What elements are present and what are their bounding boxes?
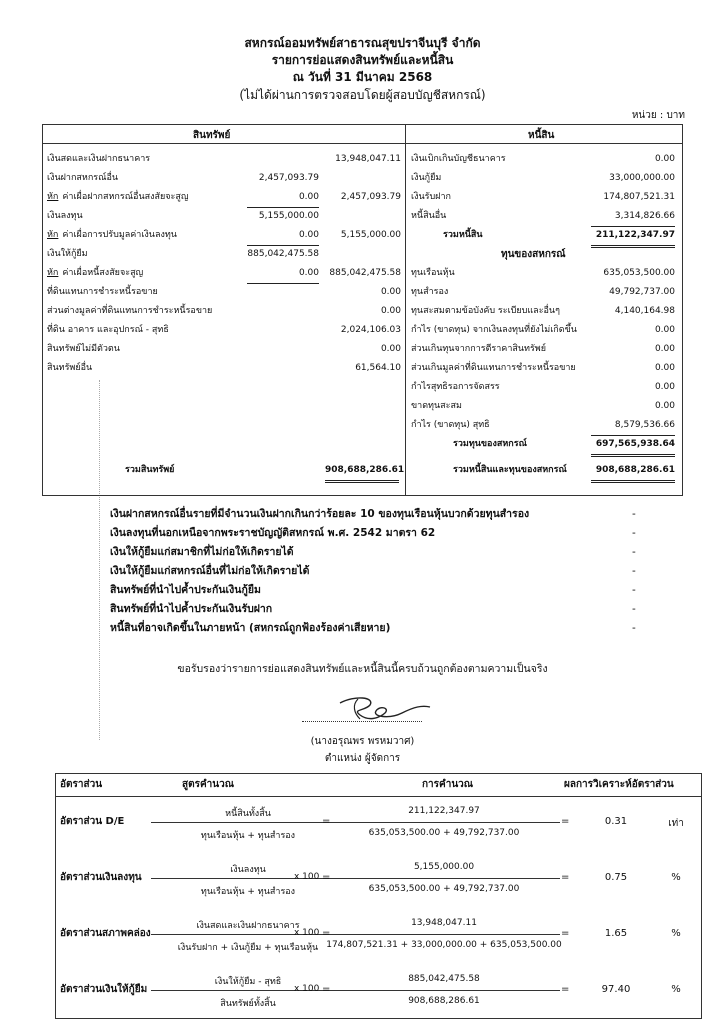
equity-row-label: ส่วนเกินมูลค่าที่ดินแทนการชำระหนี้รอขาย — [411, 363, 576, 373]
equity-row-label: ทุนสะสมตามข้อบังคับ ระเบียบและอื่นๆ — [411, 306, 560, 316]
ratio-unit: % — [671, 984, 681, 995]
asset-row-value: 13,948,047.11 — [335, 154, 401, 164]
equity-row-value: 8,579,536.66 — [591, 416, 675, 436]
calc-fraction-bar — [332, 990, 560, 991]
asset-row-value: 2,457,093.79 — [340, 192, 401, 202]
asset-row-label — [47, 359, 92, 378]
asset-row-subvalue: 0.00 — [247, 188, 319, 208]
liability-row-label: เงินกู้ยืม — [411, 173, 442, 183]
asset-row-prefix: หัก — [47, 268, 59, 278]
certification-text: ขอรับรองว่ารายการย่อแสดงสินทรัพย์และหนี้สินนี้ครบถ้วนถูกต้องตามความเป็นจริง — [177, 663, 548, 675]
note-item — [110, 619, 650, 638]
note-text: หนี้สินที่อาจเกิดขึ้นในภายหน้า (สหกรณ์ถูกฟ้องร้องค่าเสียหาย) — [110, 622, 391, 634]
formula-denominator: ทุนเรือนหุ้น + ทุนสำรอง — [200, 831, 296, 841]
formula-fraction-bar — [151, 822, 347, 823]
multiplier: x 100 — [294, 984, 320, 994]
signature-line — [302, 721, 422, 722]
total-liabilities-value: 211,122,347.97 — [591, 226, 675, 248]
equity-row-value: 0.00 — [654, 382, 675, 392]
liability-row-label: เงินรับฝาก — [411, 192, 451, 202]
note-text: สินทรัพย์ที่นำไปค้ำประกันเงินกู้ยืม — [110, 584, 261, 596]
asset-row — [47, 340, 403, 359]
asset-row-value: 5,155,000.00 — [340, 230, 401, 240]
asset-row-subvalue: 5,155,000.00 — [258, 211, 319, 221]
total-assets-value: 908,688,286.61 — [325, 461, 399, 483]
asset-row — [47, 150, 403, 169]
grand-total-label: รวมหนี้สินและทุนของสหกรณ์ — [453, 465, 567, 475]
ratio-name: อัตราส่วน D/E — [60, 816, 125, 827]
asset-row-label — [47, 188, 189, 207]
asset-row-text: เงินให้กู้ยืม — [47, 249, 88, 259]
multiplier: x 100 — [294, 928, 320, 938]
note-item — [110, 562, 650, 581]
asset-row-label — [47, 283, 158, 302]
asset-row-subvalue: 2,457,093.79 — [258, 173, 319, 183]
asset-row-label — [47, 302, 212, 321]
grand-total-value: 908,688,286.61 — [591, 461, 675, 483]
liability-row — [411, 150, 679, 169]
equity-row-value: 49,792,737.00 — [609, 287, 675, 297]
asset-row-text: เงินลงทุน — [47, 211, 83, 221]
calc-fraction-bar — [332, 822, 560, 823]
asset-row — [47, 283, 403, 302]
asset-row-value: 2,024,106.03 — [340, 325, 401, 335]
equity-row-value: 0.00 — [654, 344, 675, 354]
equals-sign-1: = — [322, 928, 331, 939]
ratio-col-header: อัตราส่วน — [60, 779, 103, 790]
asset-row-text: เงินสดและเงินฝากธนาคาร — [47, 154, 151, 164]
asset-row-subvalue: 885,042,475.58 — [247, 249, 319, 259]
asset-row-text: ค่าเผื่อฝากสหกรณ์อื่นสงสัยจะสูญ — [62, 192, 189, 202]
total-assets-label: รวมสินทรัพย์ — [125, 465, 175, 475]
formula-numerator: หนี้สินทั้งสิ้น — [225, 809, 271, 819]
note-value: - — [632, 527, 636, 539]
asset-row — [47, 207, 403, 226]
calc-numerator: 5,155,000.00 — [413, 862, 475, 872]
signer-name: (นางอรุณพร พรหมวาศ) — [310, 736, 415, 747]
note-item — [110, 581, 650, 600]
liability-row-value: 3,314,826.66 — [591, 207, 675, 227]
note-item — [110, 524, 650, 543]
total-equity-label: รวมทุนของสหกรณ์ — [453, 439, 527, 449]
ratio-result: 97.40 — [601, 984, 631, 995]
asset-row-text: ค่าเผื่อหนี้สงสัยจะสูญ — [62, 268, 144, 278]
equity-row — [411, 340, 679, 359]
multiplier: x 100 — [294, 872, 320, 882]
equity-row-label: กำไร (ขาดทุน) สุทธิ — [411, 420, 490, 430]
formula-numerator: เงินให้กู้ยืม - สุทธิ — [214, 977, 282, 987]
asset-row — [47, 302, 403, 321]
liability-row-label: หนี้สินอื่น — [411, 211, 447, 221]
calc-numerator: 211,122,347.97 — [408, 806, 480, 816]
ratio-unit: % — [671, 872, 681, 883]
equity-row-value: 0.00 — [654, 401, 675, 411]
asset-row-value: 0.00 — [380, 306, 401, 316]
note-value: - — [632, 584, 636, 596]
liabilities-heading: หนี้สิน — [528, 130, 555, 141]
ratio-result: 1.65 — [604, 928, 628, 939]
asset-row — [47, 264, 403, 283]
note-text: เงินให้กู้ยืมแก่สหกรณ์อื่นที่ไม่ก่อให้เกิดรายได้ — [110, 565, 310, 577]
note-value: - — [632, 508, 636, 520]
equity-row-label: ส่วนเกินทุนจากการตีราคาสินทรัพย์ — [411, 344, 546, 354]
asset-row — [47, 226, 403, 245]
asset-row — [47, 169, 403, 188]
asset-row-value: 61,564.10 — [355, 363, 401, 373]
ratio-unit: เท่า — [668, 818, 684, 829]
calc-col-header: การคำนวณ — [422, 779, 474, 790]
asset-row-label — [47, 245, 88, 264]
equity-row-value: 0.00 — [654, 363, 675, 373]
total-assets-row — [125, 461, 405, 480]
equity-row — [411, 416, 679, 435]
total-liabilities-row — [411, 226, 679, 245]
asset-row-subvalue: 0.00 — [247, 264, 319, 284]
formula-denominator: ทุนเรือนหุ้น + ทุนสำรอง — [200, 887, 296, 897]
liability-row — [411, 169, 679, 188]
calc-denominator: 908,688,286.61 — [408, 996, 480, 1006]
equity-row-label: กำไรสุทธิรอการจัดสรร — [411, 382, 500, 392]
asset-row-text: ค่าเผื่อการปรับมูลค่าเงินลงทุน — [62, 230, 177, 240]
equals-sign-2: = — [561, 928, 570, 939]
liability-row-value: 33,000,000.00 — [609, 173, 675, 183]
asset-row-text: เงินฝากสหกรณ์อื่น — [47, 173, 119, 183]
liability-row-value: 0.00 — [654, 154, 675, 164]
formula-numerator: เงินสดและเงินฝากธนาคาร — [196, 921, 300, 931]
signer-position: ตำแหน่ง ผู้จัดการ — [324, 753, 401, 764]
asset-row — [47, 359, 403, 378]
grand-total-row — [411, 461, 679, 480]
liability-row — [411, 188, 679, 207]
audit-note: (ไม่ได้ผ่านการตรวจสอบโดยผู้สอบบัญชีสหกรณ์) — [239, 88, 486, 102]
total-equity-value: 697,565,938.64 — [591, 435, 675, 457]
calc-denominator: 174,807,521.31 + 33,000,000.00 + 635,053,500.00 — [326, 940, 562, 950]
formula-denominator: สินทรัพย์ทั้งสิ้น — [220, 999, 276, 1009]
equity-row-value: 635,053,500.00 — [603, 268, 675, 278]
equity-row — [411, 397, 679, 416]
note-item — [110, 543, 650, 562]
total-liabilities-label: รวมหนี้สิน — [443, 230, 483, 240]
formula-denominator: เงินรับฝาก + เงินกู้ยืม + ทุนเรือนหุ้น — [177, 943, 319, 953]
note-value: - — [632, 603, 636, 615]
equity-row-label: กำไร (ขาดทุน) จากเงินลงทุนที่ยังไม่เกิดขึ้น — [411, 325, 577, 335]
asset-row-text: สินทรัพย์ไม่มีตัวตน — [47, 344, 120, 354]
note-value: - — [632, 565, 636, 577]
asset-row-prefix: หัก — [47, 192, 59, 202]
calc-denominator: 635,053,500.00 + 49,792,737.00 — [368, 884, 520, 894]
equals-sign-2: = — [561, 816, 570, 827]
liability-row-value: 174,807,521.31 — [603, 192, 675, 202]
disclosure-notes — [110, 505, 650, 638]
asset-row — [47, 321, 403, 340]
asset-row-text: ที่ดิน อาคาร และอุปกรณ์ - สุทธิ — [47, 325, 169, 335]
equity-row-label: ทุนสำรอง — [411, 287, 449, 297]
asset-row-label — [47, 169, 118, 188]
equity-row — [411, 378, 679, 397]
equity-row — [411, 302, 679, 321]
ratio-name: อัตราส่วนสภาพคล่อง — [60, 928, 151, 939]
assets-heading: สินทรัพย์ — [193, 130, 231, 141]
liability-row-label: เงินเบิกเกินบัญชีธนาคาร — [411, 154, 506, 164]
note-text: เงินฝากสหกรณ์อื่นรายที่มีจำนวนเงินฝากเกินกว่าร้อยละ 10 ของทุนเรือนหุ้นบวกด้วยทุนสำรอง — [110, 508, 530, 520]
balance-sheet-table — [42, 124, 683, 496]
equity-row — [411, 321, 679, 340]
asset-row-text: ที่ดินแทนการชำระหนี้รอขาย — [47, 287, 158, 297]
calc-fraction-bar — [332, 878, 560, 879]
asset-row-label — [47, 321, 169, 340]
calc-numerator: 885,042,475.58 — [408, 974, 480, 984]
ratio-name: อัตราส่วนเงินลงทุน — [60, 872, 142, 883]
equals-sign-2: = — [561, 984, 570, 995]
note-text: เงินให้กู้ยืมแก่สมาชิกที่ไม่ก่อให้เกิดรายได้ — [110, 546, 294, 558]
note-item — [110, 505, 650, 524]
formula-numerator: เงินลงทุน — [230, 865, 266, 875]
ratio-name: อัตราส่วนเงินให้กู้ยืม — [60, 984, 148, 995]
org-name: สหกรณ์ออมทรัพย์สาธารณสุขปราจีนบุรี จำกัด — [244, 36, 481, 50]
asset-row — [47, 188, 403, 207]
ratio-unit: % — [671, 928, 681, 939]
equity-heading: ทุนของสหกรณ์ — [501, 249, 566, 260]
result-col-header: ผลการวิเคราะห์อัตราส่วน — [564, 779, 674, 790]
calc-fraction-bar — [332, 934, 560, 935]
equity-row-label: ขาดทุนสะสม — [411, 401, 462, 411]
unit-label: หน่วย : บาท — [631, 110, 685, 121]
asset-row-label — [47, 150, 150, 169]
calc-numerator: 13,948,047.11 — [411, 918, 477, 928]
formula-col-header: สูตรคำนวณ — [182, 779, 235, 790]
asset-row — [47, 245, 403, 264]
asset-row-value: 0.00 — [380, 344, 401, 354]
ratio-table — [55, 773, 702, 1019]
asset-row-label — [47, 207, 83, 226]
ratio-result: 0.75 — [604, 872, 628, 883]
equals-sign-1: = — [322, 984, 331, 995]
equals-sign-1: = — [322, 816, 331, 827]
asset-row-value: 885,042,475.58 — [329, 268, 401, 278]
equity-row — [411, 264, 679, 283]
liability-row — [411, 207, 679, 226]
equals-sign-1: = — [322, 872, 331, 883]
ratio-result: 0.31 — [604, 816, 628, 827]
note-item — [110, 600, 650, 619]
asset-row-text: ส่วนต่างมูลค่าที่ดินแทนการชำระหนี้รอขาย — [47, 306, 213, 316]
note-value: - — [632, 622, 636, 634]
asset-row-text: สินทรัพย์อื่น — [47, 363, 93, 373]
equity-row-value: 0.00 — [654, 325, 675, 335]
asset-row-subvalue: 0.00 — [247, 226, 319, 246]
note-text: เงินลงทุนที่นอกเหนือจากพระราชบัญญัติสหกรณ์ พ.ศ. 2542 มาตรา 62 — [110, 527, 436, 539]
calc-denominator: 635,053,500.00 + 49,792,737.00 — [368, 828, 520, 838]
note-value: - — [632, 546, 636, 558]
report-date: ณ วันที่ 31 มีนาคม 2568 — [292, 70, 433, 84]
asset-row-label — [47, 264, 143, 283]
asset-row-label — [47, 340, 120, 359]
total-equity-row — [411, 435, 679, 454]
equity-row — [411, 359, 679, 378]
note-text: สินทรัพย์ที่นำไปค้ำประกันเงินรับฝาก — [110, 603, 273, 615]
report-title: รายการย่อแสดงสินทรัพย์และหนี้สิน — [271, 53, 454, 67]
equity-row-value: 4,140,164.98 — [614, 306, 675, 316]
asset-row-prefix: หัก — [47, 230, 59, 240]
asset-row-label — [47, 226, 177, 245]
equals-sign-2: = — [561, 872, 570, 883]
equity-row — [411, 283, 679, 302]
equity-row-label: ทุนเรือนหุ้น — [411, 268, 455, 278]
asset-row-value: 0.00 — [380, 287, 401, 297]
